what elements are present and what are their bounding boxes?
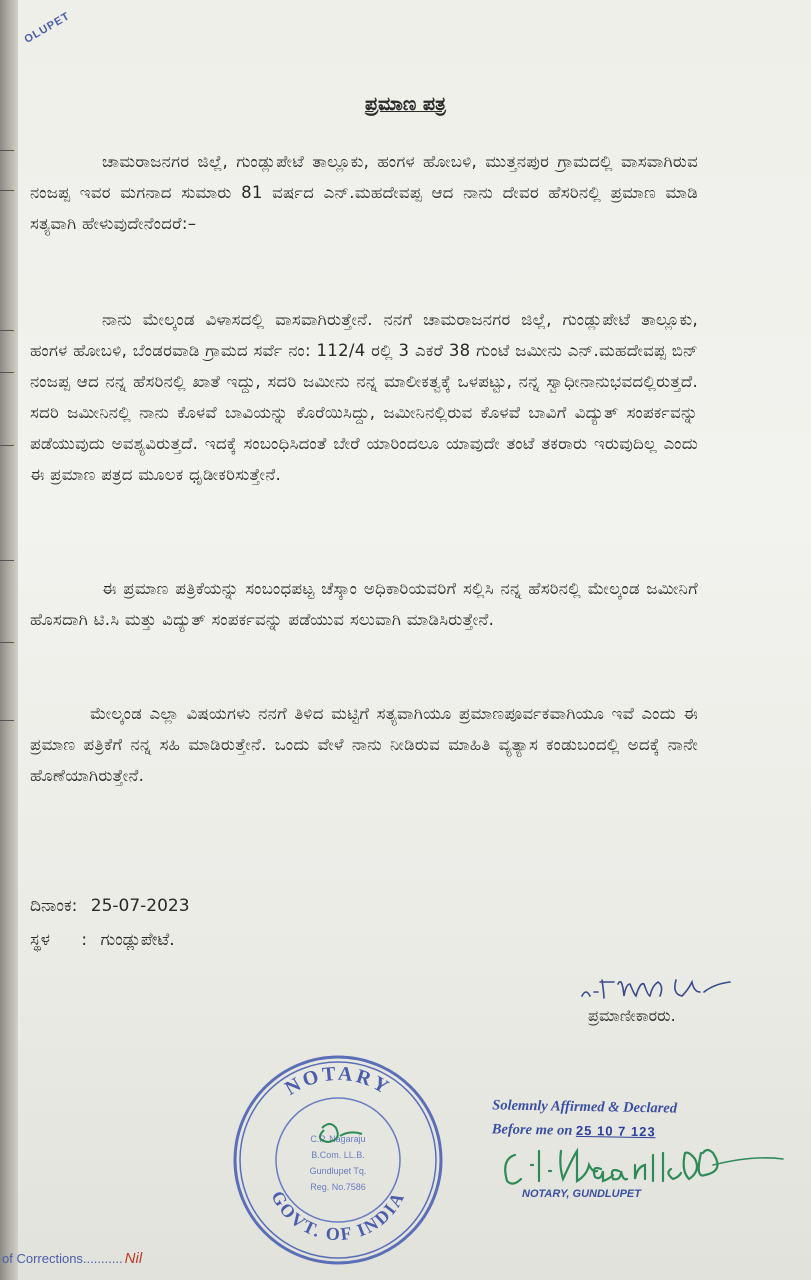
place-value: ಗುಂಡ್ಲುಪೇಟೆ. xyxy=(100,930,175,950)
notary-seal xyxy=(228,1050,448,1270)
svg-text:NOTARY xyxy=(281,1063,394,1100)
notary-seal-degree: B.Com. LL.B. xyxy=(311,1150,365,1160)
paragraph-declaration: ಮೇಲ್ಕಂಡ ಎಲ್ಲಾ ವಿಷಯಗಳು ನನಗೆ ತಿಳಿದ ಮಟ್ಟಿಗೆ ಸತ್ಯವಾಗಿಯೂ ಪ್ರಮಾಣಪೂರ್ವಕವಾಗಿಯೂ ಇವೆ ಎಂದು ಈ ಪ್ರಮಾಣ ಪತ್ರಿಕೆಗೆ ನನ್ನ ಸಹಿ ಮಾಡಿರುತ್ತೇನೆ. ಒಂದು ವೇಳೆ ನಾನು ನೀಡಿರುವ ಮಾಹಿತಿ ವ್ಯತ್ಯಾಸ ಕಂಡುಬಂದಲ್ಲಿ ಅದಕ್ಕೆ ನಾನೇ ಹೊಣೆಯಾಗಿರುತ್ತೇನೆ. xyxy=(30,704,698,785)
notary-signature xyxy=(495,1135,795,1195)
corrections-count: Nil xyxy=(124,1250,143,1267)
affirm-date: 25 10 7 123 xyxy=(575,1122,656,1140)
notary-footer-stamp: NOTARY, GUNDLUPET xyxy=(522,1188,641,1200)
corrections-dots: ........... xyxy=(82,1251,123,1266)
declarant-signature xyxy=(578,970,748,1010)
corner-stamp-fragment: OLUPET xyxy=(22,10,73,46)
notary-seal-top-text: NOTARY xyxy=(281,1062,395,1100)
paragraph-intro: ಚಾಮರಾಜನಗರ ಜಿಲ್ಲೆ, ಗುಂಡ್ಲುಪೇಟೆ ತಾಲ್ಲೂಕು, ಹಂಗಳ ಹೋಬಳಿ, ಮುತ್ತನಪುರ ಗ್ರಾಮದಲ್ಲಿ ವಾಸವಾಗಿರುವ ನಂಜಪ್ಪ ಇವರ ಮಗನಾದ ಸುಮಾರು 81 ವರ್ಷದ ಎನ್.ಮಹದೇವಪ್ಪ ಆದ ನಾನು ದೇವರ ಹೆಸರಿನಲ್ಲಿ ಪ್ರಮಾಣ ಮಾಡಿ ಸತ್ಯವಾಗಿ ಹೇಳುವುದೇನೆಂದರೆ:– xyxy=(30,152,698,233)
date-value: 25-07-2023 xyxy=(90,896,190,916)
notary-seal-place: Gundlupet Tq. xyxy=(309,1166,367,1176)
notary-seal-name: C.P. Nagaraju xyxy=(310,1134,366,1144)
corrections-note xyxy=(2,1250,142,1267)
paragraph-purpose: ಈ ಪ್ರಮಾಣ ಪತ್ರಿಕೆಯನ್ನು ಸಂಬಂಧಪಟ್ಟ ಚೆಸ್ಕಾಂ ಅಧಿಕಾರಿಯವರಿಗೆ ಸಲ್ಲಿಸಿ ನನ್ನ ಹೆಸರಿನಲ್ಲಿ ಮೇಲ್ಕಂಡ ಜಮೀನಿಗೆ ಹೊಸದಾಗಿ ಟಿ.ಸಿ ಮತ್ತು ವಿದ್ಯುತ್ ಸಂಪರ್ಕವನ್ನು ಪಡೆಯುವ ಸಲುವಾಗಿ ಮಾಡಿಸಿರುತ್ತೇನೆ. xyxy=(30,579,698,629)
document-title: ಪ್ರಮಾಣ ಪತ್ರ xyxy=(365,93,446,115)
book-binding-edge xyxy=(0,0,18,1280)
paragraph-land-details: ನಾನು ಮೇಲ್ಕಂಡ ವಿಳಾಸದಲ್ಲಿ ವಾಸವಾಗಿರುತ್ತೇನೆ. ನನಗೆ ಚಾಮರಾಜನಗರ ಜಿಲ್ಲೆ, ಗುಂಡ್ಲುಪೇಟೆ ತಾಲ್ಲೂಕು, ಹಂಗಳ ಹೋಬಳಿ, ಬೆಂಡರವಾಡಿ ಗ್ರಾಮದ ಸರ್ವೆ ನಂ: 112/4 ರಲ್ಲಿ 3 ಎಕರೆ 38 ಗುಂಟೆ ಜಮೀನು ಎನ್.ಮಹದೇವಪ್ಪ ಬಿನ್ ನಂಜಪ್ಪ ಆದ ನನ್ನ ಹೆಸರಿನಲ್ಲಿ ಖಾತೆ ಇದ್ದು, ಸದರಿ ಜಮೀನು ನನ್ನ ಮಾಲೀಕತ್ವಕ್ಕೆ ಒಳಪಟ್ಟು, ನನ್ನ ಸ್ವಾಧೀನಾನುಭವದಲ್ಲಿರುತ್ತದೆ. ಸದರಿ ಜಮೀನಿನಲ್ಲಿ ನಾನು ಕೊಳವೆ ಬಾವಿಯನ್ನು ಕೊರೆಯಿಸಿದ್ದು, ಜಮೀನಿನಲ್ಲಿರುವ ಕೊಳವೆ ಬಾವಿಗೆ ವಿದ್ಯುತ್ ಸಂಪರ್ಕವನ್ನು ಪಡೆಯುವುದು ಅವಶ್ಯವಿರುತ್ತದೆ. ಇದಕ್ಕೆ ಸಂಬಂಧಿಸಿದಂತೆ ಬೇರೆ ಯಾರಿಂದಲೂ ಯಾವುದೇ ತಂಟೆ ತಕರಾರು ಇರುವುದಿಲ್ಲ ಎಂದು ಈ ಪ್ರಮಾಣ ಪತ್ರದ ಮೂಲಕ ಧೃಡೀಕರಿಸುತ್ತೇನೆ. xyxy=(30,310,698,484)
place-colon: : xyxy=(81,930,88,950)
affirm-line-2: Before me on xyxy=(491,1121,573,1139)
notary-seal-bottom-text: GOVT. OF INDIA xyxy=(267,1187,409,1245)
declarant-label: ಪ್ರಮಾಣೀಕಾರರು. xyxy=(588,1006,676,1025)
notary-seal-reg: Reg. No.7586 xyxy=(310,1182,366,1192)
place-label: ಸ್ಥಳ xyxy=(30,930,50,950)
corrections-label: of Corrections xyxy=(2,1251,83,1266)
date-line xyxy=(30,896,190,916)
place-line xyxy=(30,930,175,950)
date-label: ದಿನಾಂಕ: xyxy=(30,896,78,916)
svg-text:GOVT. OF INDIA xyxy=(267,1188,408,1245)
affirm-line-1: Solemnly Affirmed & Declared xyxy=(492,1097,678,1117)
